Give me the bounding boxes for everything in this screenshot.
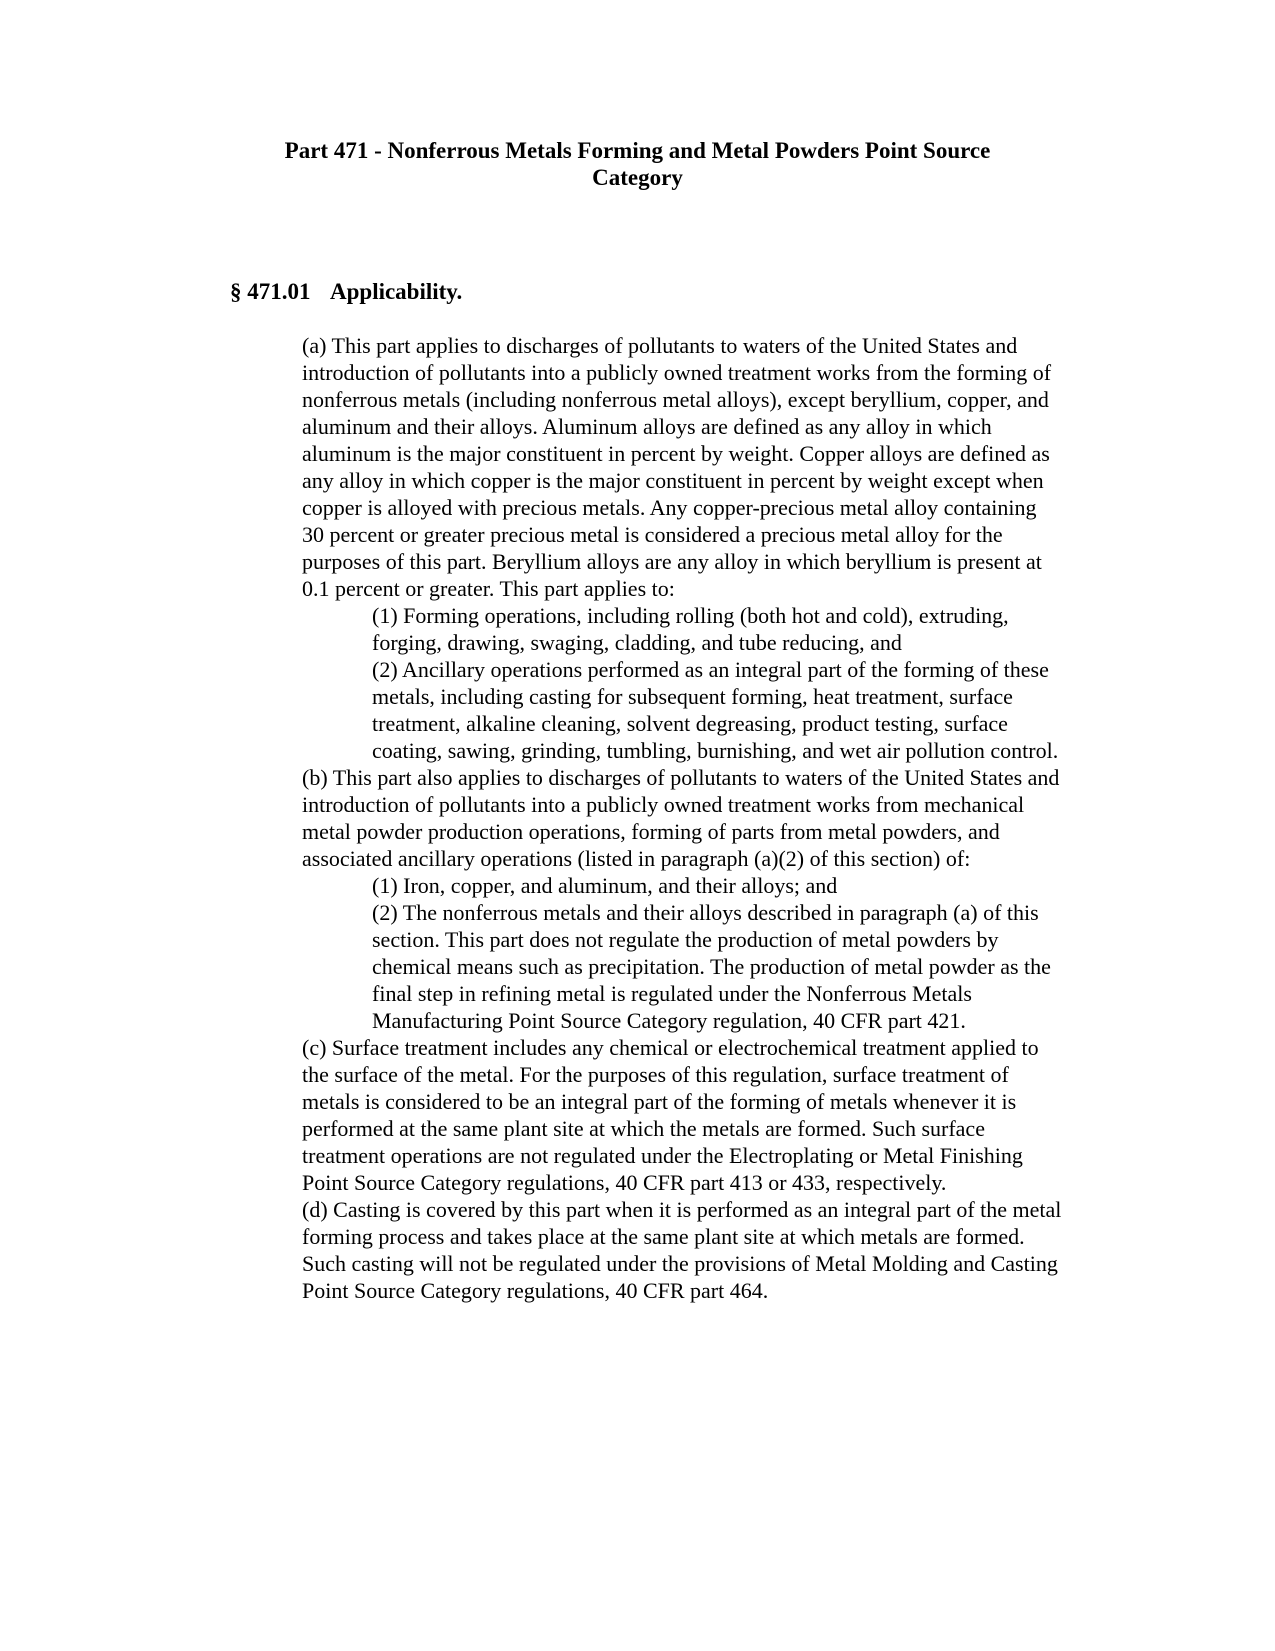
page-title — [200, 137, 1075, 191]
paragraph-b-1: (1) Iron, copper, and aluminum, and their alloys; and — [372, 873, 838, 898]
paragraph-b: (b) This part also applies to discharges of pollutants to waters of the United States and introduction of pollutants into a publicly owned treatment works from mechanical metal powder production operations, forming of parts from metal powders, and associated ancillary operations (listed in paragraph (a)(2) of this section) of: — [302, 765, 1060, 871]
paragraph-d: (d) Casting is covered by this part when it is performed as an integral part of the metal forming process and takes place at the same plant site at which metals are formed. Such casting will not be regulated under the provisions of Metal Molding and Casting Point Source Category regulations, 40 CFR part 464. — [302, 1197, 1062, 1303]
section-body — [302, 332, 1062, 1304]
paragraph-a: (a) This part applies to discharges of pollutants to waters of the United States and introduction of pollutants into a publicly owned treatment works from the forming of nonferrous metals (including nonferrous metal alloys), except beryllium, copper, and aluminum and their alloys. Aluminum alloys are defined as any alloy in which aluminum is the major constituent in percent by weight. Copper alloys are defined as any alloy in which copper is the major constituent in percent by weight except when copper is alloyed with precious metals. Any copper-precious metal alloy containing 30 percent or greater precious metal is considered a precious metal alloy for the purposes of this part. Beryllium alloys are any alloy in which beryllium is present at 0.1 percent or greater. This part applies to: — [302, 333, 1052, 601]
paragraph-c: (c) Surface treatment includes any chemical or electrochemical treatment applied to the surface of the metal. For the purposes of this regulation, surface treatment of metals is considered to be an integral part of the forming of metals whenever it is performed at the same plant site at which the metals are formed. Such surface treatment operations are not regulated under the Electroplating or Metal Finishing Point Source Category regulations, 40 CFR part 413 or 433, respectively. — [302, 1035, 1039, 1195]
section-title: Applicability. — [330, 279, 463, 304]
section-heading — [230, 278, 462, 305]
section-number: § 471.01 — [230, 279, 311, 304]
paragraph-a-1: (1) Forming operations, including rolling (both hot and cold), extruding, forging, drawing, swaging, cladding, and tube reducing, and — [372, 603, 1009, 655]
title-line-2: Category — [592, 165, 683, 190]
paragraph-b-2: (2) The nonferrous metals and their alloys described in paragraph (a) of this section. This part does not regulate the production of metal powders by chemical means such as precipitation. The production of metal powder as the final step in refining metal is regulated under the Nonferrous Metals Manufacturing Point Source Category regulation, 40 CFR part 421. — [372, 900, 1051, 1033]
paragraph-a-2: (2) Ancillary operations performed as an integral part of the forming of these metals, including casting for subsequent forming, heat treatment, surface treatment, alkaline cleaning, solvent degreasing, product testing, surface coating, sawing, grinding, tumbling, burnishing, and wet air pollution control. — [372, 657, 1059, 763]
title-line-1: Part 471 - Nonferrous Metals Forming and Metal Powders Point Source — [284, 138, 991, 163]
